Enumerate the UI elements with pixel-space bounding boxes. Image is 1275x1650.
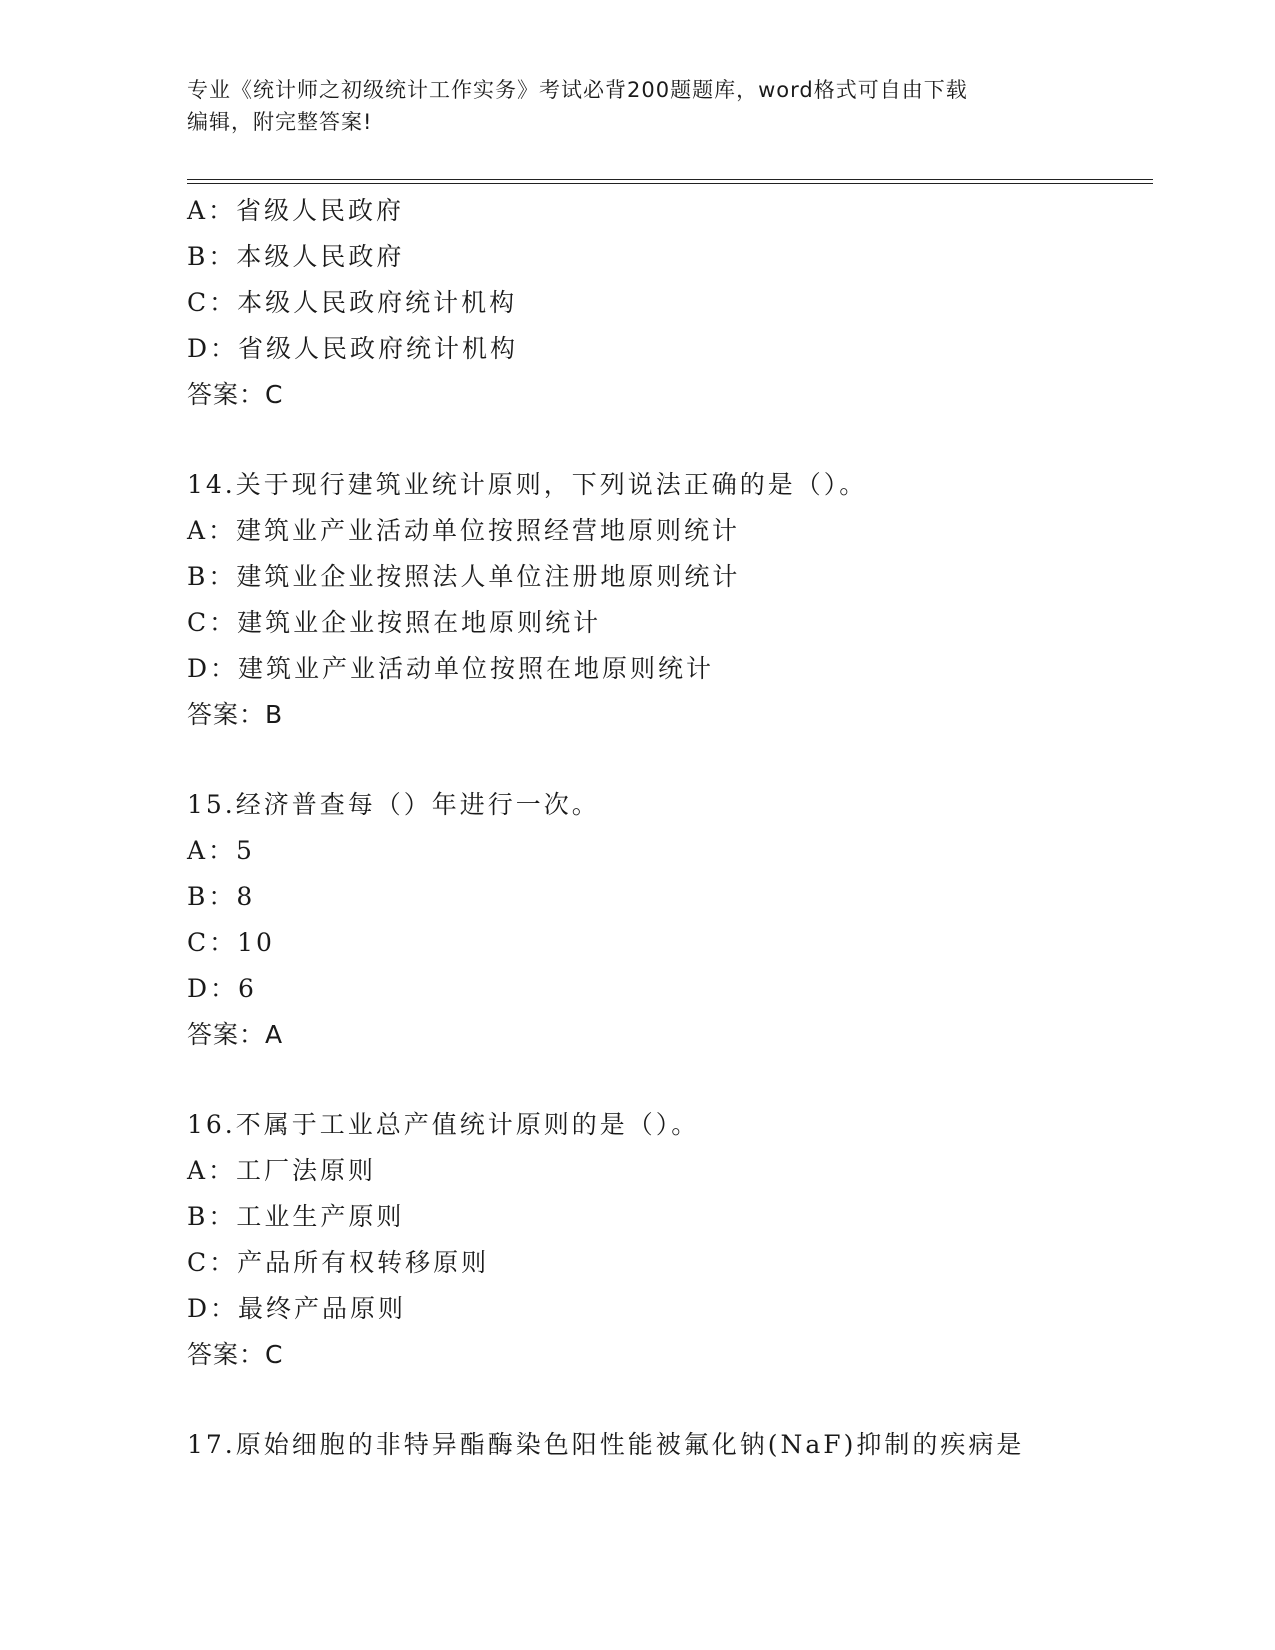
- question-14: [187, 462, 1147, 738]
- answer-line: 答案：A: [187, 1020, 284, 1049]
- question-15: [187, 782, 1147, 1058]
- option-c: C：本级人民政府统计机构: [187, 288, 518, 317]
- option-d: D：省级人民政府统计机构: [187, 334, 519, 363]
- option-c: C：产品所有权转移原则: [187, 1248, 490, 1277]
- option-c: C：建筑业企业按照在地原则统计: [187, 608, 602, 637]
- option-d: D：最终产品原则: [187, 1294, 407, 1323]
- question-17: [187, 1422, 1147, 1468]
- answer-line: 答案：B: [187, 700, 284, 729]
- question-text: 15.经济普查每（）年进行一次。: [187, 790, 600, 819]
- question-text: 14.关于现行建筑业统计原则，下列说法正确的是（）。: [187, 470, 868, 499]
- option-b: B：建筑业企业按照法人单位注册地原则统计: [187, 562, 741, 591]
- question-text: 17.原始细胞的非特异酯酶染色阳性能被氟化钠(NaF)抑制的疾病是: [187, 1430, 1025, 1459]
- question-13: [187, 188, 1147, 418]
- option-a: A：5: [187, 836, 255, 865]
- option-a: A：建筑业产业活动单位按照经营地原则统计: [187, 516, 741, 545]
- option-b: B：本级人民政府: [187, 242, 405, 271]
- option-b: B：工业生产原则: [187, 1202, 405, 1231]
- header-line-2: 编辑，附完整答案!: [187, 110, 373, 134]
- question-list: [187, 188, 1147, 1468]
- header-line-1: 专业《统计师之初级统计工作实务》考试必背200题题库，word格式可自由下载: [187, 78, 968, 102]
- option-d: D：建筑业产业活动单位按照在地原则统计: [187, 654, 715, 683]
- option-a: A：省级人民政府: [187, 196, 405, 225]
- option-b: B：8: [187, 882, 256, 911]
- header-divider: [187, 179, 1153, 184]
- option-a: A：工厂法原则: [187, 1156, 377, 1185]
- option-d: D：6: [187, 974, 257, 1003]
- question-16: [187, 1102, 1147, 1378]
- question-text: 16.不属于工业总产值统计原则的是（）。: [187, 1110, 700, 1139]
- option-c: C：10: [187, 928, 275, 957]
- document-header: [187, 74, 1087, 138]
- answer-line: 答案：C: [187, 380, 284, 409]
- answer-line: 答案：C: [187, 1340, 284, 1369]
